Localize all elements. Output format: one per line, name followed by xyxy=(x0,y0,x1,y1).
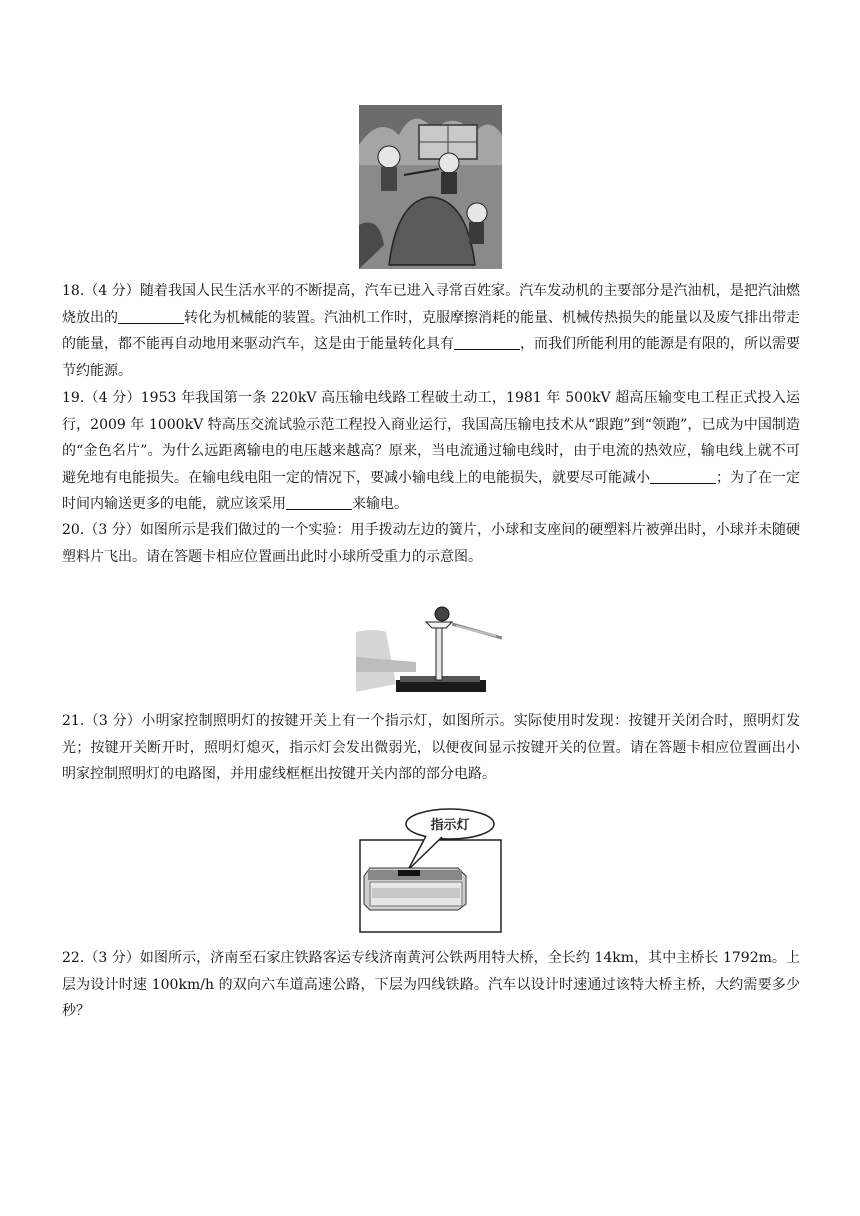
q18-prefix: 18.（4 分）随着我国人民生活水平的不断提高，汽车已进入寻常百姓家。汽车发动机的主要部分是汽油机，是把汽油燃烧放出的 xyxy=(62,283,800,326)
q18-blank-1[interactable] xyxy=(118,309,184,324)
q19-blank-1[interactable] xyxy=(650,469,716,484)
cartoon-figure xyxy=(359,105,502,269)
q19-suffix: 来输电。 xyxy=(352,496,408,512)
q19-mid: ；为了在一定时间内输送更多的电能，就应该采用 xyxy=(62,469,800,512)
q19-blank-2[interactable] xyxy=(286,495,352,510)
q18-suffix: ，而我们所能利用的能源是有限的，所以需要节约能源。 xyxy=(62,336,800,379)
q22-text: 22.（3 分）如图所示，济南至石家庄铁路客运专线济南黄河公铁两用特大桥，全长约 14km，其中主桥长 1792m。上层为设计时速 100km/h 的双向六车道高速公路，下层为四线铁路。汽车以设计时速通过该特大桥主桥，大约需要多少秒？ xyxy=(62,950,800,1019)
q18-blank-2[interactable] xyxy=(454,335,520,350)
q21-text: 21.（3 分）小明家控制照明灯的按键开关上有一个指示灯，如图所示。实际使用时发现：按键开关闭合时，照明灯发光；按键开关断开时，照明灯熄灭，指示灯会发出微弱光，以便夜间显示按键开关的位置。请在答题卡相应位置画出小明家控制照明灯的电路图，并用虚线框框出按键开关内部的部分电路。 xyxy=(62,713,800,782)
inertia-experiment-figure xyxy=(356,602,504,698)
q18-mid: 转化为机械能的装置。汽油机工作时，克服摩擦消耗的能量、机械传热损失的能量以及废气排出带走的能量，都不能再自动地用来驱动汽车，这是由于能量转化具有 xyxy=(62,309,800,352)
question-20 xyxy=(62,517,800,570)
indicator-callout-label: 指示灯 xyxy=(430,818,470,833)
question-21 xyxy=(62,708,800,788)
switch-indicator-figure xyxy=(358,806,503,934)
question-19 xyxy=(62,385,800,518)
q20-text: 20.（3 分）如图所示是我们做过的一个实验：用手拨动左边的簧片，小球和支座间的硬塑料片被弹出时，小球并未随硬塑料片飞出。请在答题卡相应位置画出此时小球所受重力的示意图。 xyxy=(62,522,800,565)
question-22 xyxy=(62,945,800,1025)
question-18 xyxy=(62,278,800,384)
q19-prefix: 19.（4 分）1953 年我国第一条 220kV 高压输电线路工程破土动工，1981 年 500kV 超高压输变电工程正式投入运行，2009 年 1000kV 特高压交流试验示范工程投入商业运行，我国高压输电技术从“跟跑”到“领跑”，已成为中国制造的“金色名片”。为什么远距离输电的电压越来越高？原来，当电流通过输电线时，由于电流的热效应，输电线上就不可避免地有电能损失。在输电线电阻一定的情况下，要减小输电线上的电能损失，就要尽可能减小 xyxy=(62,390,800,486)
